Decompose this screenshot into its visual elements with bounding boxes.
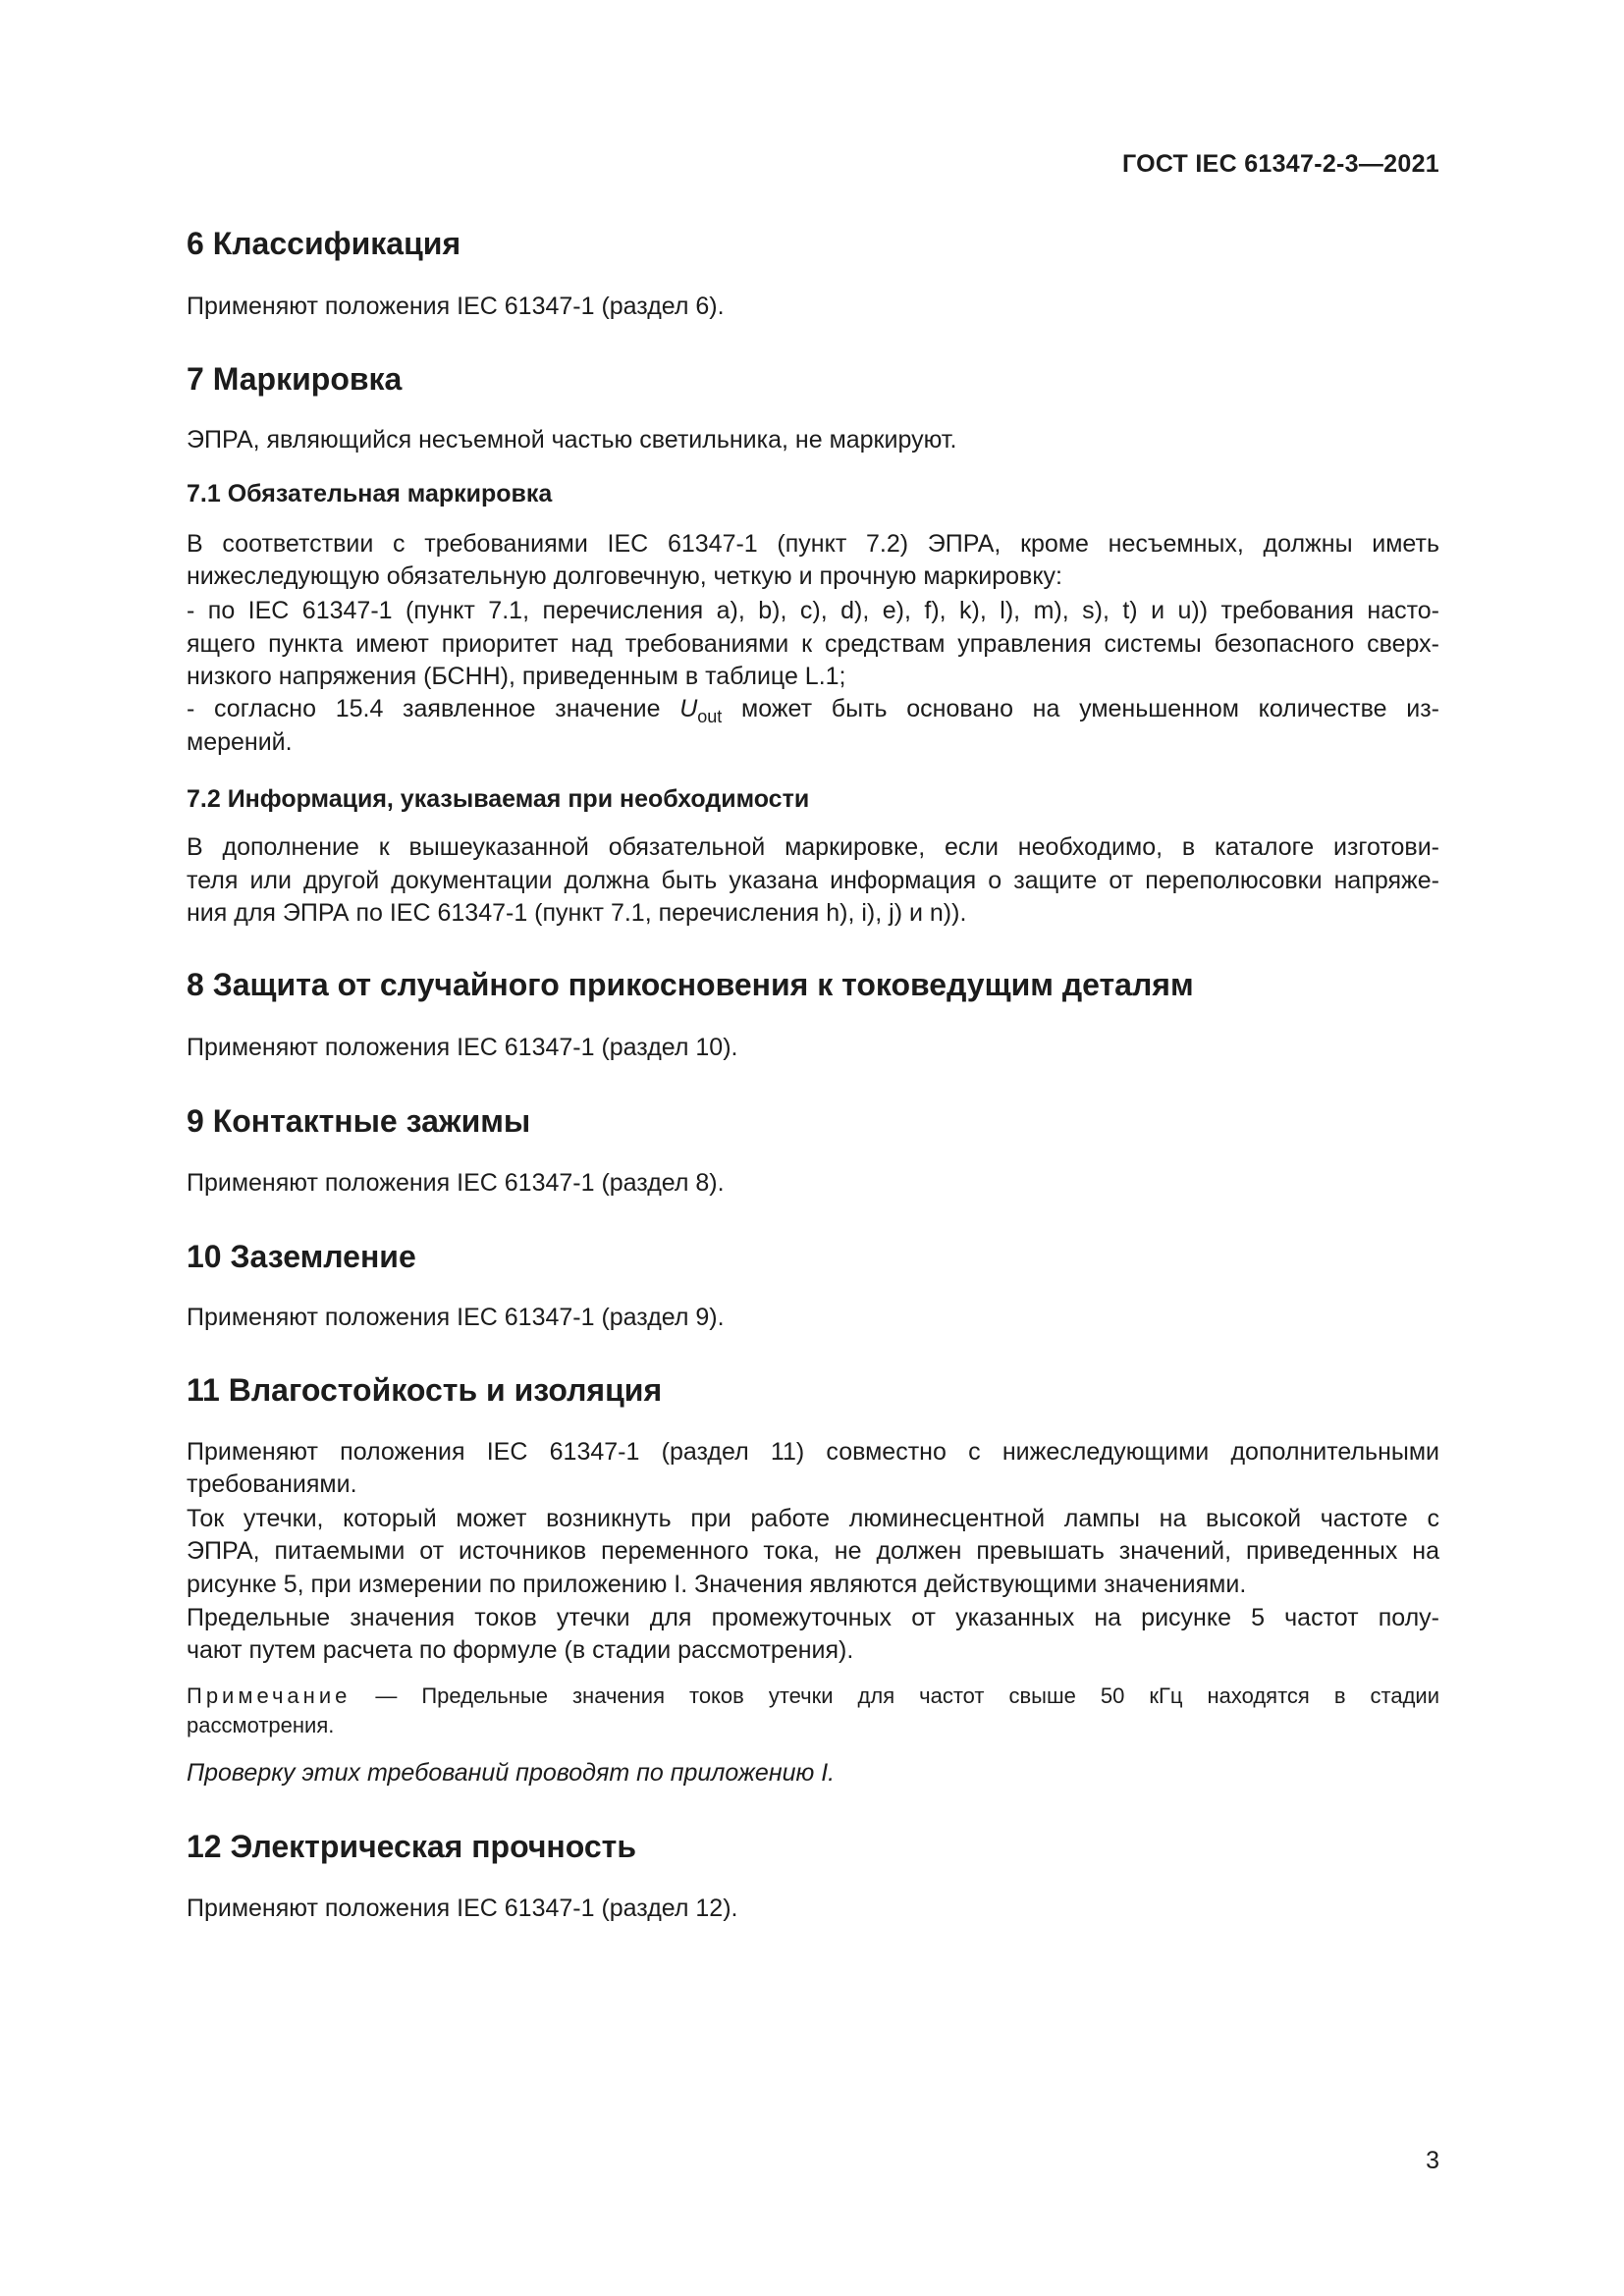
section-11-note-line-2: рассмотрения. (187, 1713, 335, 1737)
section-11-line-5: рисунке 5, при измерении по приложению I. Значения являются действующими значениями. (187, 1571, 1247, 1598)
section-11-note-line-1: Примечание — Предельные значения токов утечки для частот свыше 50 кГц находятся в стадии (187, 1683, 1439, 1708)
section-7-1-line-3: - по IEC 61347-1 (пункт 7.1, перечисления a), b), c), d), e), f), k), l), m), s), t) и u)) требования насто- (187, 597, 1439, 624)
document-header: ГОСТ IEC 61347-2-3—2021 (1121, 150, 1439, 178)
section-9-text: Применяют положения IEC 61347-1 (раздел 8). (187, 1169, 725, 1197)
section-8-title: 8 Защита от случайного прикосновения к токоведущим деталям (187, 967, 1194, 1002)
section-7-text: ЭПРА, являющийся несъемной частью светильника, не маркируют. (187, 426, 957, 454)
section-11-line-7: чают путем расчета по формуле (в стадии рассмотрения). (187, 1636, 854, 1664)
section-7-1-line-7: мерений. (187, 728, 293, 756)
section-11-line-4: ЭПРА, питаемыми от источников переменного тока, не должен превышать значений, приведенных на (187, 1537, 1439, 1565)
section-7-title: 7 Маркировка (187, 361, 403, 397)
section-10-text: Применяют положения IEC 61347-1 (раздел 9). (187, 1304, 725, 1331)
section-7-2-title: 7.2 Информация, указываемая при необходимости (187, 785, 810, 813)
page-number: 3 (1426, 2147, 1439, 2174)
section-7-1-title: 7.1 Обязательная маркировка (187, 480, 553, 507)
section-12-text: Применяют положения IEC 61347-1 (раздел 12). (187, 1895, 738, 1922)
section-12-title: 12 Электрическая прочность (187, 1829, 636, 1864)
section-11-line-1: Применяют положения IEC 61347-1 (раздел 11) совместно с нижеследующими дополнительными (187, 1438, 1439, 1466)
section-11-line-6: Предельные значения токов утечки для промежуточных от указанных на рисунке 5 частот полу- (187, 1604, 1439, 1631)
section-7-2-line-1: В дополнение к вышеуказанной обязательной маркировке, если необходимо, в каталоге изготови- (187, 833, 1439, 861)
section-7-1-line-1: В соответствии с требованиями IEC 61347-1 (пункт 7.2) ЭПРА, кроме несъемных, должны иметь (187, 530, 1439, 558)
section-8-text: Применяют положения IEC 61347-1 (раздел 10). (187, 1034, 738, 1061)
section-6-text: Применяют положения IEC 61347-1 (раздел 6). (187, 293, 725, 320)
section-7-1-line-2: нижеследующую обязательную долговечную, четкую и прочную маркировку: (187, 562, 1063, 590)
section-7-2-line-3: ния для ЭПРА по IEC 61347-1 (пункт 7.1, перечисления h), i), j) и n)). (187, 899, 967, 927)
section-6-title: 6 Классификация (187, 226, 461, 261)
note-label: Примечание (187, 1683, 352, 1708)
section-7-2-line-2: теля или другой документации должна быть указана информация о защите от переполюсовки напряже- (187, 867, 1439, 894)
section-11-title: 11 Влагостойкость и изоляция (187, 1372, 663, 1408)
section-11-check: Проверку этих требований проводят по приложению I. (187, 1759, 836, 1787)
section-10-title: 10 Заземление (187, 1239, 416, 1274)
section-9-title: 9 Контактные зажимы (187, 1103, 531, 1139)
section-7-1-line-6: - согласно 15.4 заявленное значение $U_{out}$ может быть основано на уменьшенном количестве из- (187, 695, 1439, 726)
section-7-1-line-4: ящего пункта имеют приоритет над требованиями к средствам управления системы безопасного сверх- (187, 630, 1439, 658)
document-page (187, 0, 1439, 2296)
section-7-1-line-5: низкого напряжения (БСНН), приведенным в таблице L.1; (187, 663, 846, 690)
section-11-line-2: требованиями. (187, 1470, 357, 1498)
section-11-line-3: Ток утечки, который может возникнуть при работе люминесцентной лампы на высокой частоте с (187, 1505, 1439, 1532)
